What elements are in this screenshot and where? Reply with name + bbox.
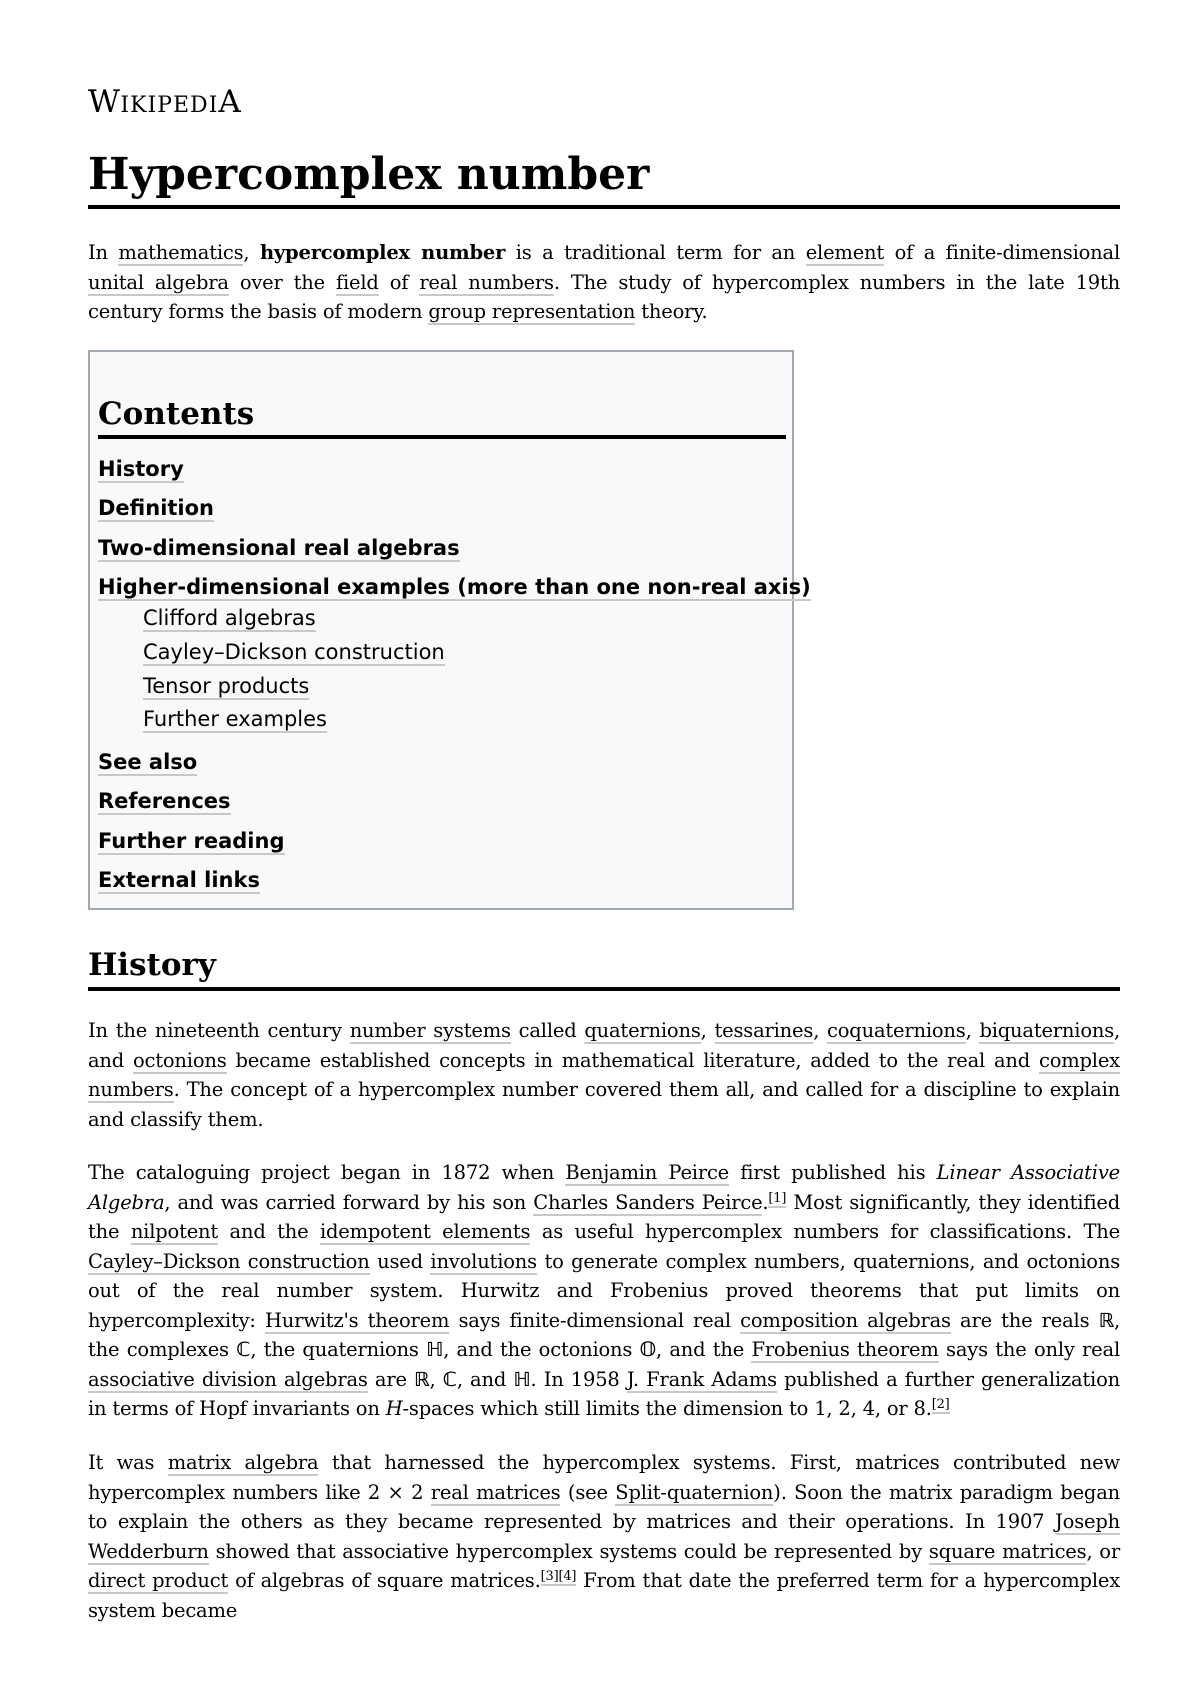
section-heading-history: History [88,944,1120,991]
link-number-systems[interactable]: number systems [349,1019,511,1042]
history-paragraph-2: The cataloguing project began in 1872 when Benjamin Peirce first published his Linear Associative Algebra, and was carried forward by his son Charles Sanders Peirce.[1] Most significantly, they identified the nilpotent and the idempotent elements as useful hypercomplex numbers for classifications. The Cayley–Dickson construction used involutions to generate complex numbers, quaternions, and octonions out of the real number system. Hurwitz and Frobenius proved theorems that put limits on hypercomplexity: Hurwitz's theorem says finite-dimensional real composition algebras are the reals ℝ, the complexes ℂ, the quaternions ℍ, and the octonions 𝕆, and the Frobenius theorem says the only real associative division algebras are ℝ, ℂ, and ℍ. In 1958 J. Frank Adams published a further generalization in terms of Hopf invariants on H-spaces which still limits the dimension to 1, 2, 4, or 8.[2] [88,1161,1121,1420]
link-nilpotent[interactable]: nilpotent [130,1220,219,1243]
intro-paragraph: In mathematics, hypercomplex number is a traditional term for an element of a finite-dimensional unital algebra over the field of real numbers. The study of hypercomplex numbers in the late 19th century forms the basis of modern group representation theory. [88,241,1120,323]
citation-3[interactable]: [3] [540,1569,559,1584]
link-composition-algebras[interactable]: composition algebras [740,1308,951,1332]
link-complex-numbers[interactable]: complex numbers [88,1048,1120,1101]
table-of-contents [88,350,811,910]
link-real-matrices[interactable]: real matrices [430,1480,561,1504]
symbol-complexes-2: ℂ [442,1367,457,1391]
link-joseph-wedderburn[interactable]: Joseph Wedderburn [88,1510,1120,1563]
link-octonions[interactable]: octonions [133,1048,227,1072]
logo-letter-w: W [88,84,121,120]
wikipedia-logo[interactable] [88,84,241,124]
toc-item-references[interactable]: References [98,789,231,813]
link-associative-division-algebras[interactable]: associative division algebras [88,1367,368,1391]
symbol-complexes: ℂ [236,1338,251,1361]
link-group-representation[interactable]: group representation [428,300,636,323]
history-paragraph-1: In the nineteenth century number systems called quaternions, tessarines, coquaternions, biquaternions, and octonions became established concepts in mathematical literature, added to the real and complex numbers. The concept of a hypercomplex number covered them all, and called for a discipline to explain and classify them. [88,1019,1121,1131]
toc-sub-cayley-dickson[interactable]: Cayley–Dickson construction [143,640,445,664]
page-title: Hypercomplex number [88,147,1120,209]
toc-sub-tensor-products[interactable]: Tensor products [143,674,310,698]
toc-item-external-links[interactable]: External links [98,868,260,892]
symbol-quaternions: ℍ [426,1338,444,1361]
history-paragraph-3: It was matrix algebra that harnessed the hypercomplex systems. First, matrices contributed new hypercomplex numbers like 2 × 2 real matrices (see Split-quaternion). Soon the matrix paradigm began to explain the others as they became represented by matrices and their operations. In 1907 Joseph Wedderburn showed that associative hypercomplex systems could be represented by square matrices, or direct product of algebras of square matrices.[3][4] From that date the preferred term for a hypercomplex system became [88,1451,1120,1622]
toc-item-history[interactable]: History [98,457,184,481]
link-cayley-dickson[interactable]: Cayley–Dickson construction [88,1249,370,1273]
link-quaternions[interactable]: quaternions [584,1019,701,1042]
symbol-reals-2: ℝ [414,1367,430,1391]
link-real-numbers[interactable]: real numbers [419,270,554,294]
link-square-matrices[interactable]: square matrices [928,1539,1087,1563]
link-benjamin-peirce[interactable]: Benjamin Peirce [565,1161,730,1184]
symbol-reals: ℝ [1098,1308,1114,1332]
toc-sub-clifford[interactable]: Clifford algebras [143,606,316,630]
toc-item-further-reading[interactable]: Further reading [98,829,285,853]
link-matrix-algebra[interactable]: matrix algebra [167,1451,319,1474]
toc-item-higher-dimensional[interactable]: Higher-dimensional examples (more than one non-real axis) [98,575,811,599]
link-charles-sanders-peirce[interactable]: Charles Sanders Peirce [533,1190,763,1214]
symbol-octonions: 𝕆 [639,1338,656,1361]
link-biquaternions[interactable]: biquaternions [979,1019,1115,1042]
link-direct-product[interactable]: direct product [88,1569,229,1592]
link-tessarines[interactable]: tessarines [714,1019,814,1042]
toc-sub-further-examples[interactable]: Further examples [143,707,327,731]
toc-item-two-dimensional[interactable]: Two-dimensional real algebras [98,536,460,560]
citation-2[interactable]: [2] [931,1397,950,1412]
link-involutions[interactable]: involutions [430,1249,537,1273]
citation-1[interactable]: [1] [768,1190,787,1206]
link-mathematics[interactable]: mathematics [118,241,244,264]
h-space-letter: H [385,1397,403,1420]
link-hurwitz-theorem[interactable]: Hurwitz's theorem [264,1308,450,1332]
toc-item-see-also[interactable]: See also [98,750,198,774]
link-j-frank-adams[interactable]: J. Frank Adams [626,1367,777,1391]
toc-item-definition[interactable]: Definition [98,496,215,520]
link-idempotent-elements[interactable]: idempotent elements [319,1220,531,1243]
logo-letters-mid: IKIPEDI [120,93,219,118]
link-unital-algebra[interactable]: unital algebra [88,270,229,294]
term-bold: hypercomplex number [259,241,506,264]
citation-4[interactable]: [4] [558,1569,577,1584]
link-field[interactable]: field [336,270,379,294]
link-frobenius-theorem[interactable]: Frobenius theorem [751,1338,939,1361]
book-title: Linear Associative Algebra [88,1161,1120,1214]
link-coquaternions[interactable]: coquaternions [827,1019,966,1042]
link-split-quaternion[interactable]: Split-quaternion [615,1480,774,1504]
link-element[interactable]: element [805,241,885,264]
symbol-quaternions-2: ℍ [513,1367,531,1391]
toc-title: Contents [98,394,786,439]
logo-letter-a: A [218,84,242,120]
